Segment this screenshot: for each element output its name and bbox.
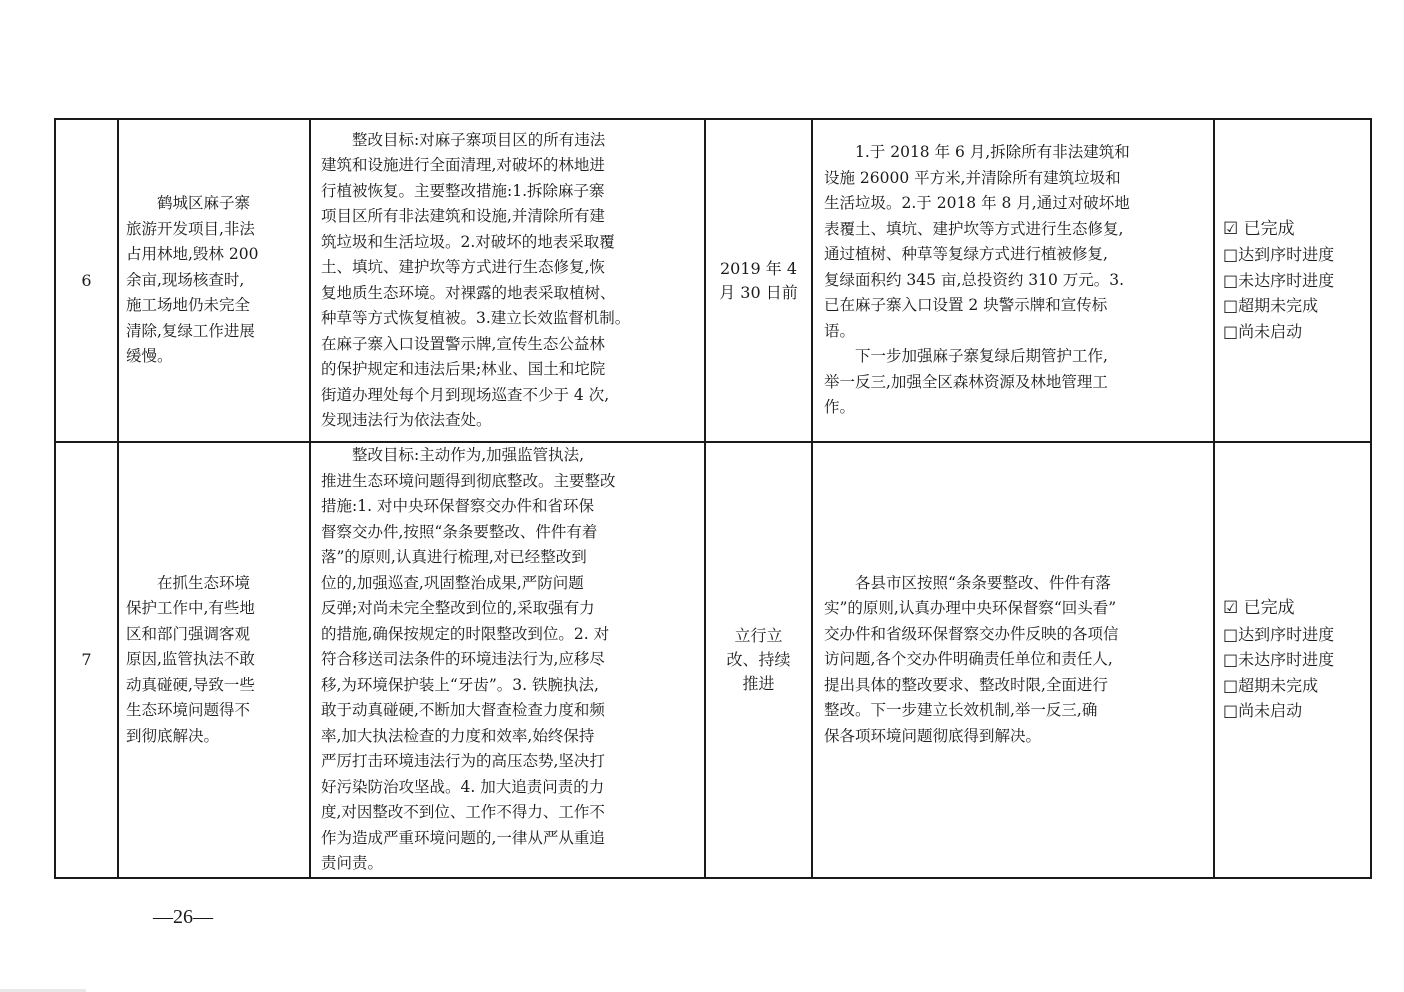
status-not-started: □尚未启动 bbox=[1223, 321, 1303, 341]
issue-line: 生态环境问题得不 bbox=[126, 701, 251, 719]
issue-cell bbox=[118, 442, 310, 878]
measures-line: 的保护规定和违法后果;林业、国土和坨院 bbox=[321, 360, 606, 378]
progress-line: 已在麻子寨入口设置 2 块警示牌和宣传标 bbox=[824, 296, 1108, 315]
status-cell bbox=[1214, 119, 1371, 442]
progress-line: 实”的原则,认真办理中央环保督察“回头看” bbox=[824, 599, 1117, 617]
status-on-schedule: □达到序时进度 bbox=[1223, 624, 1335, 644]
measures-line: 措施:1. 对中央环保督察交办件和省环保 bbox=[321, 497, 594, 515]
progress-line: 通过植树、种草等复绿方式进行植被修复, bbox=[824, 245, 1108, 264]
progress-line: 保各项环境问题彻底得到解决。 bbox=[824, 726, 1042, 745]
measures-line: 符合移送司法条件的环境违法行为,应移尽 bbox=[321, 650, 605, 668]
row-number: 7 bbox=[81, 650, 92, 670]
measures-line: 在麻子寨入口设置警示牌,宣传生态公益林 bbox=[321, 334, 605, 353]
row-number-cell bbox=[55, 442, 118, 878]
measures-line: 种草等方式恢复植被。3.建立长效监督机制。 bbox=[321, 309, 631, 327]
row-number: 6 bbox=[81, 271, 92, 290]
measures-line: 发现违法行为依法查处。 bbox=[321, 411, 492, 429]
progress-line: 整改。下一步建立长效机制,举一反三,确 bbox=[824, 701, 1098, 719]
progress-line: 交办件和省级环保督察交办件反映的各项信 bbox=[824, 624, 1119, 643]
progress-cell bbox=[812, 119, 1214, 442]
measures-line: 位的,加强巡查,巩固整治成果,严防问题 bbox=[321, 573, 584, 592]
issue-line: 旅游开发项目,非法 bbox=[126, 219, 255, 238]
measures-cell bbox=[310, 119, 705, 442]
table-row bbox=[55, 119, 1371, 442]
status-behind-schedule: □未达序时进度 bbox=[1223, 270, 1335, 290]
measures-line: 的措施,确保按规定的时限整改到位。2. 对 bbox=[321, 624, 610, 643]
progress-line: 1.于 2018 年 6 月,拆除所有非法建筑和 bbox=[855, 143, 1130, 162]
progress-text bbox=[824, 571, 1202, 750]
measures-line: 严厉打击环境违法行为的高压态势,坚决打 bbox=[321, 752, 605, 770]
deadline-line: 月 30 日前 bbox=[719, 282, 798, 302]
progress-text bbox=[824, 140, 1202, 421]
measures-line: 土、填坑、建护坎等方式进行生态修复,恢 bbox=[321, 258, 605, 276]
issue-line: 到彻底解决。 bbox=[126, 726, 220, 745]
deadline-cell bbox=[705, 442, 812, 878]
status-on-schedule: □达到序时进度 bbox=[1223, 245, 1335, 265]
measures-line: 敢于动真碰硬,不断加大督查检查力度和频 bbox=[321, 701, 605, 719]
progress-line: 访问题,各个交办件明确责任单位和责任人, bbox=[824, 650, 1113, 668]
measures-line: 作为造成严重环境问题的,一律从严从重追 bbox=[321, 828, 605, 847]
status-not-started: □尚未启动 bbox=[1223, 701, 1303, 720]
status-overdue: □超期未完成 bbox=[1223, 675, 1319, 695]
issue-line: 动真碰硬,导致一些 bbox=[126, 675, 255, 694]
issue-text bbox=[126, 191, 302, 370]
measures-line: 好污染防治攻坚战。4. 加大追责问责的力 bbox=[321, 777, 605, 796]
measures-line: 推进生态环境问题得到彻底整改。主要整改 bbox=[321, 471, 616, 490]
measures-text bbox=[321, 128, 694, 434]
issue-line: 在抓生态环境 bbox=[157, 573, 251, 592]
measures-line: 反弹;对尚未完全整改到位的,采取强有力 bbox=[321, 599, 595, 617]
measures-line: 责问责。 bbox=[321, 854, 384, 872]
status-options bbox=[1223, 596, 1370, 724]
deadline-line: 推进 bbox=[742, 673, 775, 693]
measures-line: 移,为环境保护装上“牙齿”。3. 铁腕执法, bbox=[321, 675, 599, 694]
progress-line: 作。 bbox=[824, 398, 856, 417]
progress-line: 表覆土、填坑、建护坎等方式进行生态修复, bbox=[824, 219, 1124, 238]
issue-text bbox=[126, 571, 302, 750]
deadline-line: 2019 年 4 bbox=[719, 258, 798, 278]
status-options bbox=[1223, 217, 1370, 345]
measures-line: 整改目标:主动作为,加强监管执法, bbox=[352, 446, 585, 464]
deadline-line: 改、持续 bbox=[726, 649, 791, 669]
page-number: —26— bbox=[153, 906, 213, 928]
progress-line: 提出具体的整改要求、整改时限,全面进行 bbox=[824, 675, 1108, 694]
measures-cell bbox=[310, 442, 705, 878]
measures-line: 行植被恢复。主要整改措施:1.拆除麻子寨 bbox=[321, 181, 605, 200]
issue-line: 鹤城区麻子寨 bbox=[157, 194, 251, 213]
rectification-table bbox=[54, 118, 1372, 879]
measures-line: 复地质生态环境。对裸露的地表采取植树、 bbox=[321, 283, 616, 302]
progress-line: 生活垃圾。2.于 2018 年 8 月,通过对破坏地 bbox=[824, 194, 1130, 213]
measures-line: 筑垃圾和生活垃圾。2.对破坏的地表采取覆 bbox=[321, 232, 615, 251]
progress-cell bbox=[812, 442, 1214, 878]
issue-line: 保护工作中,有些地 bbox=[126, 599, 255, 617]
status-behind-schedule: □未达序时进度 bbox=[1223, 650, 1335, 669]
measures-line: 率,加大执法检查的力度和效率,始终保持 bbox=[321, 726, 595, 745]
progress-line: 复绿面积约 345 亩,总投资约 310 万元。3. bbox=[824, 270, 1125, 289]
row-number-cell bbox=[55, 119, 118, 442]
issue-line: 缓慢。 bbox=[126, 347, 173, 366]
issue-line: 施工场地仍未完全 bbox=[126, 296, 251, 315]
progress-line: 举一反三,加强全区森林资源及林地管理工 bbox=[824, 372, 1108, 391]
progress-line: 设施 26000 平方米,并清除所有建筑垃圾和 bbox=[824, 168, 1121, 187]
issue-line: 余亩,现场核查时, bbox=[126, 270, 245, 289]
progress-line: 各县市区按照“条条要整改、件件有落 bbox=[855, 573, 1111, 592]
measures-line: 建筑和设施进行全面清理,对破坏的林地进 bbox=[321, 156, 605, 174]
measures-line: 落”的原则,认真进行梳理,对已经整改到 bbox=[321, 548, 587, 566]
deadline-line: 立行立 bbox=[734, 625, 783, 645]
issue-cell bbox=[118, 119, 310, 442]
measures-line: 度,对因整改不到位、工作不得力、工作不 bbox=[321, 803, 605, 821]
progress-line: 下一步加强麻子寨复绿后期管护工作, bbox=[855, 347, 1108, 366]
measures-text bbox=[321, 443, 694, 877]
measures-line: 项目区所有非法建筑和设施,并清除所有建 bbox=[321, 207, 605, 225]
deadline-cell bbox=[705, 119, 812, 442]
status-cell bbox=[1214, 442, 1371, 878]
table-row bbox=[55, 442, 1371, 878]
progress-line: 语。 bbox=[824, 321, 856, 340]
issue-line: 清除,复绿工作进展 bbox=[126, 321, 255, 340]
issue-line: 原因,监管执法不敢 bbox=[126, 650, 255, 668]
status-completed-checked: ☑ 已完成 bbox=[1223, 598, 1295, 618]
status-overdue: □超期未完成 bbox=[1223, 296, 1319, 316]
measures-line: 整改目标:对麻子寨项目区的所有违法 bbox=[352, 130, 606, 149]
issue-line: 区和部门强调客观 bbox=[126, 624, 251, 643]
measures-line: 街道办理处每个月到现场巡查不少于 4 次, bbox=[321, 385, 610, 404]
issue-line: 占用林地,毁林 200 bbox=[126, 245, 259, 264]
measures-line: 督察交办件,按照“条条要整改、件件有着 bbox=[321, 522, 598, 541]
status-completed-checked: ☑ 已完成 bbox=[1223, 218, 1295, 239]
